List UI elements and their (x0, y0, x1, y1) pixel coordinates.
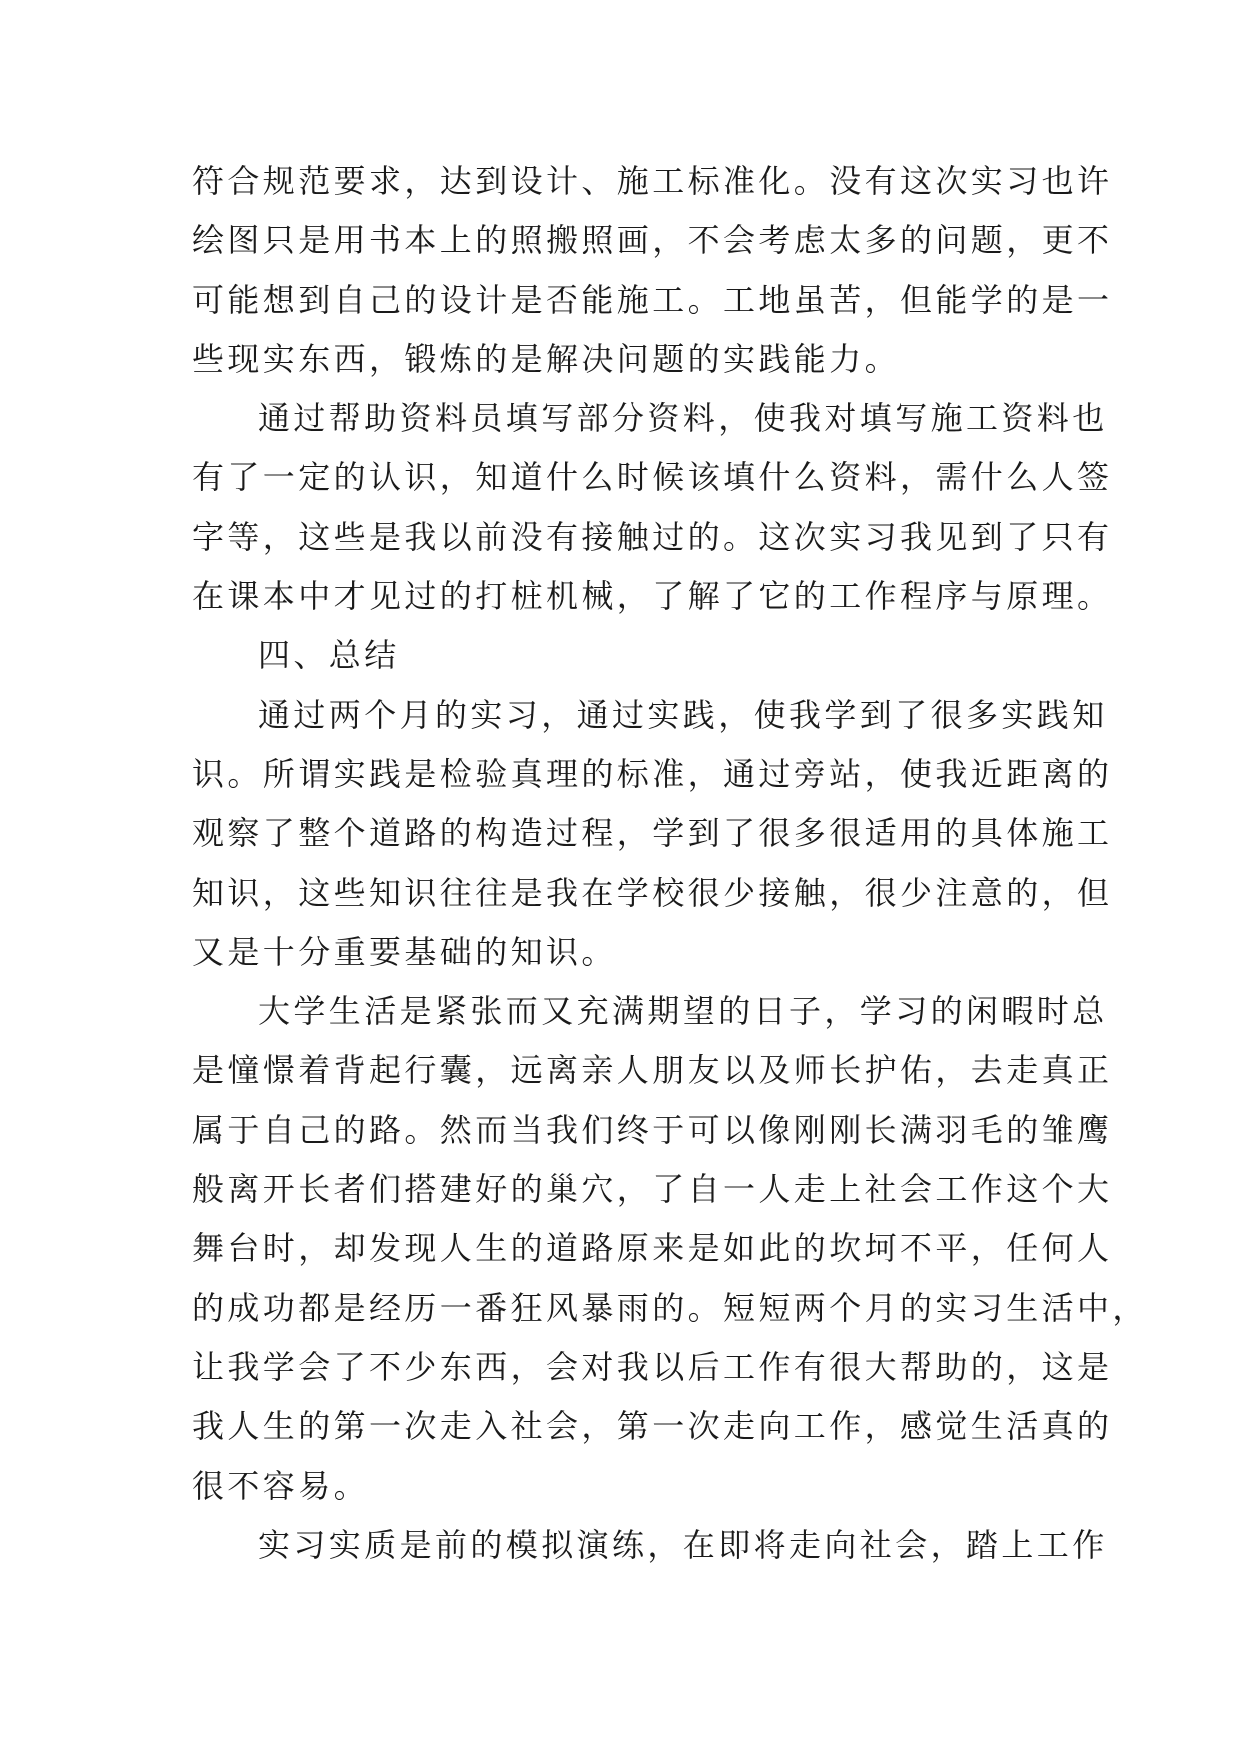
text-line: 在课本中才见过的打桩机械，了解了它的工作程序与原理。 (192, 577, 1113, 616)
text-line: 属于自己的路。然而当我们终于可以像刚刚长满羽毛的雏鹰 (192, 1110, 1113, 1149)
text-line: 观察了整个道路的构造过程，学到了很多很适用的具体施工 (192, 814, 1113, 853)
text-line: 识。所谓实践是检验真理的标准，通过旁站，使我近距离的 (192, 754, 1113, 793)
text-line: 让我学会了不少东西，会对我以后工作有很大帮助的，这是 (192, 1347, 1113, 1386)
text-line: 又是十分重要基础的知识。 (192, 932, 617, 971)
text-line: 知识，这些知识往往是我在学校很少接触，很少注意的，但 (192, 873, 1113, 912)
text-line: 有了一定的认识，知道什么时候该填什么资料，需什么人签 (192, 458, 1113, 497)
text-line: 般离开长者们搭建好的巢穴，了自一人走上社会工作这个大 (192, 1170, 1113, 1209)
text-line: 绘图只是用书本上的照搬照画，不会考虑太多的问题，更不 (192, 221, 1113, 260)
document-body (192, 152, 1148, 1575)
paragraph (192, 152, 1113, 389)
text-line: 实习实质是前的模拟演练，在即将走向社会，踏上工作 (258, 1525, 1108, 1564)
text-line: 些现实东西，锻炼的是解决问题的实践能力。 (192, 339, 901, 378)
text-line: 的成功都是经历一番狂风暴雨的。短短两个月的实习生活中， (192, 1288, 1148, 1327)
paragraph (192, 389, 1113, 626)
text-line: 舞台时，却发现人生的道路原来是如此的坎坷不平，任何人 (192, 1229, 1113, 1268)
paragraph (192, 982, 1148, 1516)
paragraph (192, 686, 1113, 982)
text-line: 通过两个月的实习，通过实践，使我学到了很多实践知 (258, 695, 1108, 734)
text-line: 是憧憬着背起行囊，远离亲人朋友以及师长护佑，去走真正 (192, 1051, 1113, 1090)
text-line: 通过帮助资料员填写部分资料，使我对填写施工资料也 (258, 399, 1108, 438)
text-line: 字等，这些是我以前没有接触过的。这次实习我见到了只有 (192, 517, 1113, 556)
text-line: 大学生活是紧张而又充满期望的日子，学习的闲暇时总 (258, 992, 1108, 1031)
text-line: 符合规范要求，达到设计、施工标准化。没有这次实习也许 (192, 162, 1113, 200)
paragraph (192, 1516, 1108, 1575)
heading-text: 四、总结 (258, 636, 400, 675)
section-heading (192, 626, 1072, 685)
text-line: 很不容易。 (192, 1466, 370, 1505)
text-line: 我人生的第一次走入社会，第一次走向工作，感觉生活真的 (192, 1407, 1113, 1446)
text-line: 可能想到自己的设计是否能施工。工地虽苦，但能学的是一 (192, 280, 1113, 319)
